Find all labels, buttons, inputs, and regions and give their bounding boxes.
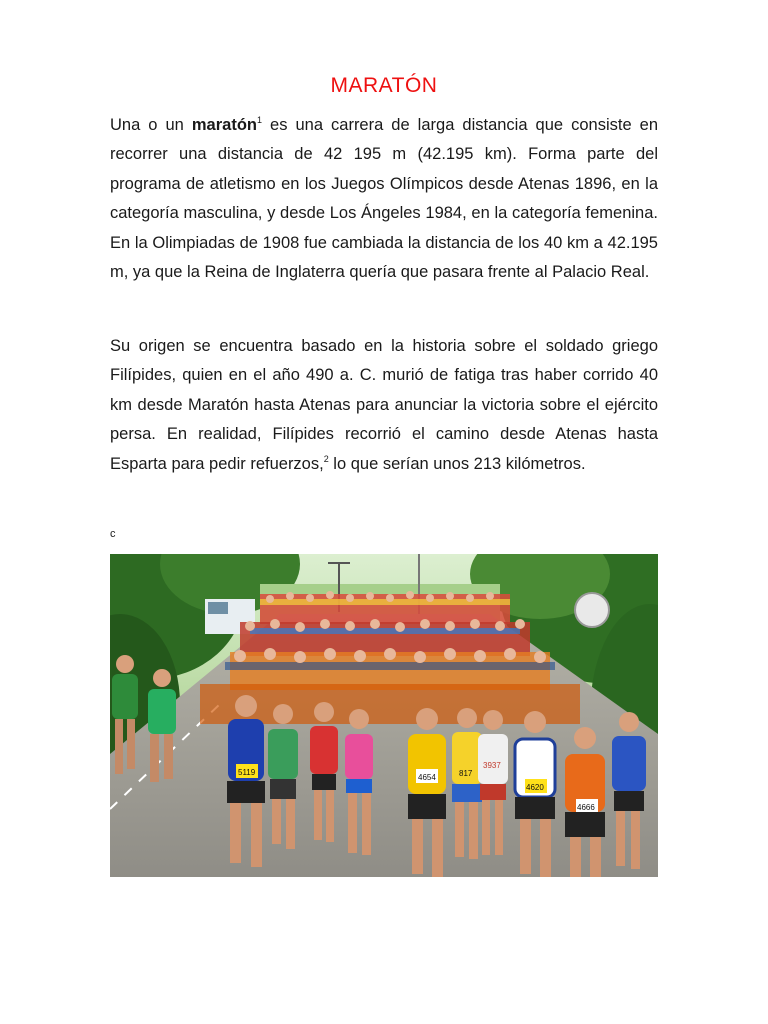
paragraph-intro [110,111,658,287]
footnote-ref-1[interactable]: 1 [256,115,262,125]
bib-number: 4654 [418,773,436,782]
bib-number: 817 [459,769,473,778]
bib-number: 3937 [483,761,501,770]
bib-number: 5119 [238,768,256,777]
paragraph-origin [110,332,658,479]
footnote-ref-2[interactable]: 2 [323,453,329,464]
marathon-photo [110,554,658,877]
document-title: MARATÓN [330,74,438,97]
bib-number: 4666 [577,803,595,812]
bib-number: 4620 [526,783,544,792]
stray-character: c [110,528,116,540]
origin-start: Su origen se encuentra basado en la historia sobre el soldado griego Filípides, quien en el año 490 a. C. murió de fatiga tras haber corrido 40 km desde Maratón hasta Atenas para anunciar la victoria sobre el ejército persa. En realidad, Filípides recorrió el camino desde Atenas hasta Esparta para pedir refuerzos, [110,337,658,473]
intro-start: Una o un [110,116,192,134]
marathon-runners-illustration [110,554,658,877]
origin-end: lo que serían unos 213 kilómetros. [328,454,586,473]
bold-term: maratón [191,116,257,134]
intro-rest: es una carrera de larga distancia que consiste en recorrer una distancia de 42 195 m (42.195 km). Forma parte del programa de atletismo en los Juegos Olímpicos desde Atenas 1896, en la categoría masculina, y desde Los Ángeles 1984, en la categoría femenina. En la Olimpiadas de 1908 fue cambiada la distancia de los 40 km a 42.195 m, ya que la Reina de Inglaterra quería que pasara frente al Palacio Real. [110,116,658,282]
